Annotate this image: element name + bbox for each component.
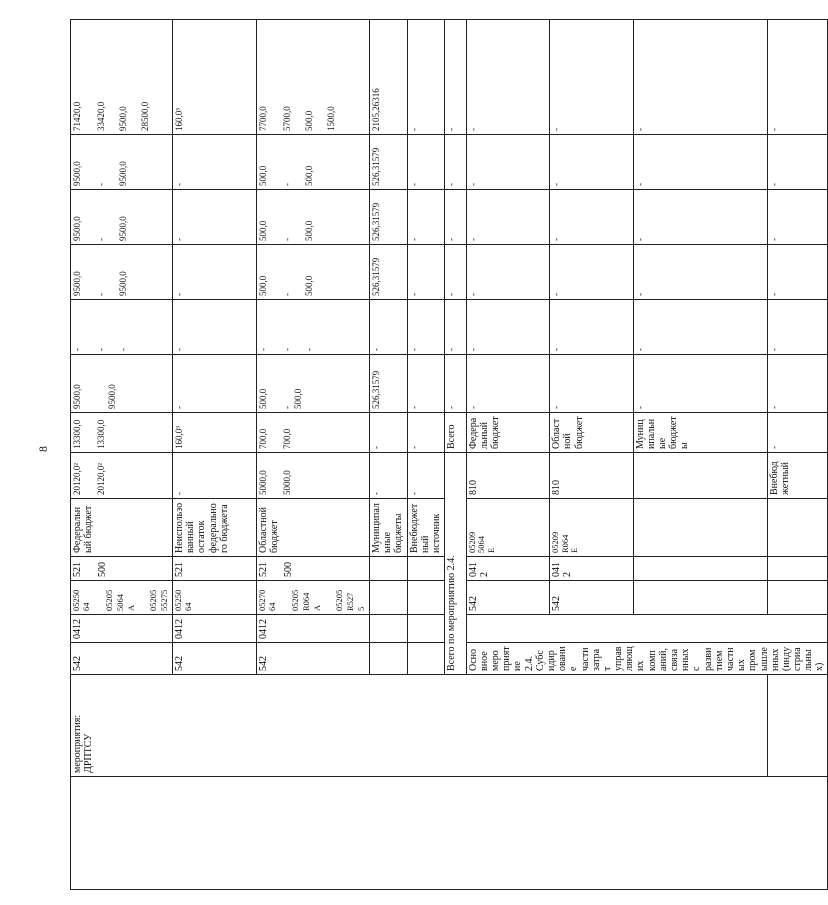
table-cell: 160,0³ [173,20,257,135]
table-cell: Основное мероприятие 2.4. Субсидирование части затрат управляющих компаний, связанных с развитием частных промышленных (индустриальных) [466,643,827,675]
cell-line: 05270 [257,589,268,611]
table-cell: 0412 [257,615,370,643]
cell-line: 05250 [173,589,184,611]
table-cell: - [633,20,768,135]
page-number: 8 [36,446,50,452]
cell-sub-line: 5000,0 [282,470,293,495]
table-cell: Областной бюджет [257,499,370,557]
table-cell: - [173,135,257,190]
table-cell: Внебюджетный источник [408,499,445,557]
table-cell: - [444,190,466,245]
cell-sub-line: - [96,348,107,351]
table-cell: - [370,300,408,355]
table-cell: 542 [257,643,370,675]
table-cell [633,557,768,581]
table-cell [71,581,173,615]
table-cell [71,245,173,300]
table-cell: Муниципальные бюджеты [370,499,408,557]
cell-sub-line: 55275 [159,589,170,611]
table-cell [71,453,173,499]
cell-sub-values [283,560,294,577]
table-cell [408,643,445,675]
cell-sub-values [96,358,118,409]
table-cell: - [633,135,768,190]
table-cell [257,300,370,355]
cell-sub-line: 33420,0 [96,101,107,131]
table-cell: 0412 [466,557,550,581]
cell-sub-line: 05205 [334,589,345,611]
cell-sub-line: А [312,604,323,611]
cell-line: 05209 [466,531,477,553]
cell-sub-line: 20120,0² [96,463,107,495]
cell-line: 9500,0 [72,161,82,186]
table-cell [173,581,257,615]
table-cell: - [768,355,827,413]
table-cell [768,581,827,615]
table-cell [466,499,550,557]
table-cell [257,557,370,581]
cell-sub-values [282,138,315,186]
cell-sub-line: 500 [97,562,109,577]
table-cell: - [173,245,257,300]
table-cell: - [408,355,445,413]
cell-line: 64 [266,602,277,611]
table-cell: - [444,245,466,300]
cell-sub-line: 9500,0 [118,271,129,296]
cell-sub-line: R064 [301,592,312,611]
cell-sub-line: - [282,348,293,351]
table-cell [633,581,768,615]
table-cell: - [408,20,445,135]
table-cell: Всего [444,413,466,453]
table-cell [257,355,370,413]
cell-sub-values [96,248,129,296]
table-body [71,20,828,890]
cell-line: 521 [258,562,270,577]
table-cell [466,615,827,643]
table-cell: - [444,135,466,190]
table-cell [257,413,370,453]
table-cell [257,453,370,499]
table-cell [71,413,173,453]
table-cell: - [173,453,257,499]
cell-sub-line: 700,0 [282,428,293,449]
table-cell: 521 [173,557,257,581]
cell-sub-line: 1500,0 [326,106,337,131]
cell-line: 5000,0 [258,470,269,495]
cell-sub-line: 05205 [290,589,301,611]
cell-line: 05209 [550,531,561,553]
cell-sub-values [96,456,107,495]
table-cell: - [633,190,768,245]
table-cell: Муниципальные бюджеты [633,413,768,453]
cell-sub-line: - [282,238,293,241]
table-cell: - [466,355,550,413]
table-cell: - [550,20,634,135]
cell-sub-line [107,23,118,131]
table-cell [768,675,827,777]
table-cell: Областной бюджет [550,413,634,453]
cell-line: 05250 [71,589,81,611]
table-cell [633,499,768,557]
table-cell: - [633,300,768,355]
table-cell [370,643,408,675]
table-cell: - [408,453,445,499]
cell-sub-line [293,138,304,186]
table-cell: - [550,190,634,245]
cell-line: Е [485,547,496,553]
table-cell [370,581,408,615]
table-cell: 526,31579 [370,190,408,245]
cell-sub-line: 500 [283,562,295,577]
table-cell: - [444,355,466,413]
cell-sub-line [107,193,118,241]
cell-sub-line: - [304,348,315,351]
cell-line: R064 [559,534,570,553]
table-cell: - [768,135,827,190]
cell-line: 500,0 [258,275,269,296]
table-cell: - [370,453,408,499]
table-cell: 2105,26316 [370,20,408,135]
cell-sub-values [282,23,337,131]
cell-sub-line: 500,0 [304,165,315,186]
cell-sub-line [293,23,304,131]
table-cell [257,20,370,135]
cell-line: 5064 [476,536,487,553]
cell-sub-values [97,560,108,577]
table-cell: - [173,190,257,245]
cell-sub-values [291,584,368,611]
cell-sub-line: А [126,604,137,611]
table-cell [408,581,445,615]
table-cell: - [408,245,445,300]
cell-sub-values [282,456,293,495]
cell-sub-values [96,416,107,449]
table-cell: 810 [466,453,550,499]
table-cell: - [466,300,550,355]
table-cell [71,20,173,135]
table-cell: - [550,135,634,190]
cell-sub-values [96,23,151,131]
table-cell [71,300,173,355]
cell-sub-values [96,193,129,241]
table-cell: - [408,135,445,190]
cell-sub-line [315,23,326,131]
cell-sub-line: 9500,0 [118,216,129,241]
cell-sub-line: 500,0 [304,275,315,296]
cell-line: 20120,0² [72,463,82,495]
table-cell: - [408,300,445,355]
table-cell: Всего по мероприятию 2.4. [444,453,466,675]
cell-sub-line: - [282,293,293,296]
cell-sub-line: 500,0 [293,388,304,409]
table-cell: - [444,20,466,135]
cell-sub-line [96,358,107,409]
cell-sub-line: 5700,0 [282,106,293,131]
table-cell [257,245,370,300]
cell-line: 521 [72,562,83,577]
table-cell: - [768,245,827,300]
table-cell [257,581,370,615]
cell-line: 71420,0 [72,101,82,131]
cell-line: 9500,0 [72,271,82,296]
table-cell [71,190,173,245]
cell-line: 700,0 [258,428,269,449]
table-cell [370,557,408,581]
cell-sub-line: 05205 [104,589,115,611]
table-cell: - [550,245,634,300]
table-cell: - [408,190,445,245]
table-cell: - [550,300,634,355]
table-cell: - [466,245,550,300]
table-cell: 160,0³ [173,413,257,453]
table-cell: 542 [71,643,173,675]
table-cell: Федеральный бюджет [71,499,173,557]
table-cell: - [550,355,634,413]
table-cell: мероприятия: ДРПТСУ [71,675,768,777]
cell-sub-values [282,193,315,241]
table-cell: Неиспользованный остаток федерального бюджета [173,499,257,557]
cell-sub-values [105,584,171,611]
table-cell [633,453,768,499]
cell-sub-line: - [118,348,129,351]
table-cell: - [768,300,827,355]
table-cell [550,499,634,557]
cell-line: 500,0 [258,388,269,409]
cell-sub-line: 13300,0 [96,419,107,449]
table-row [71,20,173,890]
table-cell: 542 [466,581,550,615]
table-cell [768,499,827,557]
table-cell: 526,31579 [370,135,408,190]
cell-sub-line: 9500,0 [107,384,118,409]
table-cell: 526,31579 [370,245,408,300]
table-cell: 0412 [71,615,173,643]
rotated-table-wrapper [70,20,826,890]
table-cell [257,135,370,190]
cell-line: 64 [80,602,91,611]
table-cell: - [633,245,768,300]
table-cell [71,355,173,413]
cell-line: 7700,0 [258,106,269,131]
cell-line: 64 [182,602,193,611]
table-cell: 0412 [550,557,634,581]
cell-line: 13300,0 [72,419,82,449]
cell-sub-line: 5 [356,606,367,611]
table-cell: - [633,355,768,413]
table-cell [257,190,370,245]
cell-sub-line: - [282,406,293,409]
table-cell: - [370,413,408,453]
table-cell: 542 [173,643,257,675]
cell-line: 9500,0 [72,216,82,241]
cell-sub-line [107,248,118,296]
table-cell: - [466,135,550,190]
cell-sub-line: - [96,183,107,186]
table-cell [71,557,173,581]
table-cell: - [173,355,257,413]
table-cell: Внебюджетный [768,453,827,499]
cell-line: 500,0 [258,165,269,186]
cell-sub-line: 05205 [148,589,159,611]
cell-sub-line: - [96,293,107,296]
cell-line: 500,0 [258,220,269,241]
table-cell [370,615,408,643]
cell-sub-line: 28500,0 [140,101,151,131]
table-cell [408,557,445,581]
table-cell: - [768,20,827,135]
table-cell: - [466,190,550,245]
table-cell: - [768,413,827,453]
cell-sub-values [282,358,304,409]
budget-table [70,19,828,890]
cell-sub-line: R527 [345,592,356,611]
cell-line: Е [569,547,580,553]
cell-line: 9500,0 [72,384,82,409]
cell-sub-values [282,416,293,449]
table-cell: - [466,20,550,135]
table-cell [71,777,828,890]
table-cell: - [444,300,466,355]
cell-sub-values [282,303,315,351]
cell-sub-line [107,303,118,351]
table-cell: 0412 [173,615,257,643]
cell-sub-line [293,193,304,241]
table-cell: - [768,190,827,245]
cell-sub-line: 5064 [115,594,126,611]
table-cell: 542 [550,581,634,615]
table-row [768,20,827,890]
cell-sub-values [96,303,129,351]
table-cell: Федеральный бюджет [466,413,550,453]
cell-sub-line: 500,0 [304,220,315,241]
cell-sub-line: 500,0 [304,110,315,131]
cell-sub-line: - [96,238,107,241]
cell-line: - [258,348,269,351]
cell-sub-line: 9500,0 [118,161,129,186]
cell-sub-line: 9500,0 [118,106,129,131]
table-cell [768,557,827,581]
table-cell: 810 [550,453,634,499]
table-cell [408,615,445,643]
table-cell: - [173,300,257,355]
cell-sub-line [293,248,304,296]
table-cell: 526,31579 [370,355,408,413]
cell-sub-line [293,303,304,351]
cell-sub-line [129,23,140,131]
cell-sub-values [96,138,129,186]
cell-sub-line: - [282,183,293,186]
cell-sub-line [107,138,118,186]
table-cell: - [408,413,445,453]
table-cell [71,135,173,190]
cell-line: - [72,348,82,351]
cell-sub-values [282,248,315,296]
